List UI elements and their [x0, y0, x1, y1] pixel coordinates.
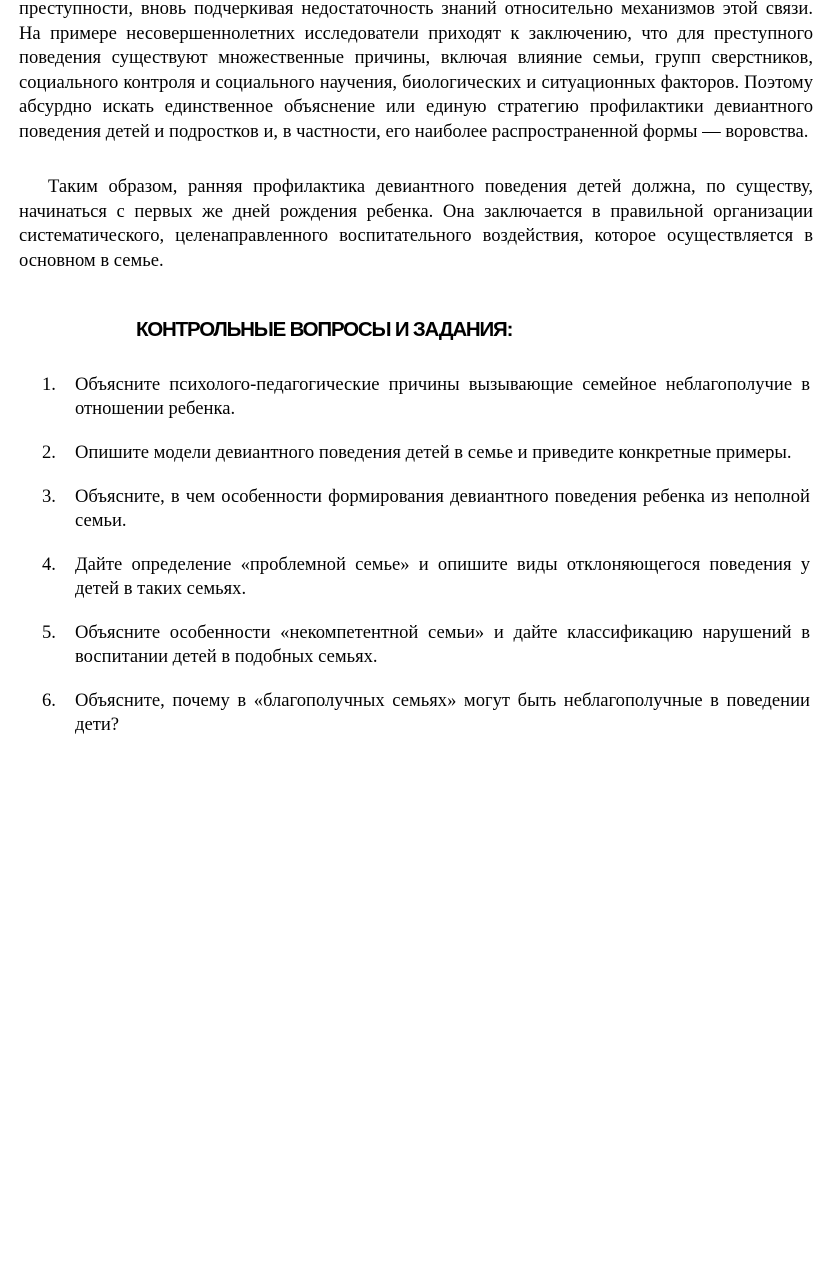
question-text: Опишите модели девиантного поведения детей в семье и приведите конкретные примеры. — [75, 442, 792, 463]
paragraph-1: преступности, вновь подчеркивая недостаточность знаний относительно механизмов этой связи. На примере несовершеннолетних исследователи приходят к заключению, что для преступного поведения существуют множественные причины, включая влияние семьи, групп сверстников, социального контроля и социального научения, биологических и ситуационных факторов. Поэтому абсурдно искать единственное объяснение или единую стратегию профилактики девиантного поведения детей и подростков и, в частности, его наиболее распространенной формы — воровства. — [19, 0, 813, 142]
question-text: Дайте определение «проблемной семье» и опишите виды отклоняющегося поведения у детей в таких семьях. — [75, 554, 810, 599]
section-heading: КОНТРОЛЬНЫЕ ВОПРОСЫ И ЗАДАНИЯ: — [136, 318, 513, 341]
question-item — [36, 553, 810, 601]
question-number: 1. — [42, 374, 56, 395]
question-number: 6. — [42, 690, 56, 711]
question-text: Объясните психолого-педагогические причины вызывающие семейное неблагополучие в отношении ребенка. — [75, 374, 810, 419]
question-text: Объясните, в чем особенности формирования девиантного поведения ребенка из неполной семьи. — [75, 486, 810, 531]
question-item — [36, 485, 810, 533]
question-text: Объясните особенности «некомпетентной семьи» и дайте классификацию нарушений в воспитании детей в подобных семьях. — [75, 622, 810, 667]
question-item — [36, 373, 810, 421]
question-item — [36, 441, 810, 465]
question-number: 4. — [42, 554, 56, 575]
paragraph-2: Таким образом, ранняя профилактика девиантного поведения детей должна, по существу, начинаться с первых же дней рождения ребенка. Она заключается в правильной организации систематического, целенаправленного воспитательного воздействия, которое осуществляется в основном в семье. — [19, 176, 813, 271]
question-item — [36, 689, 810, 737]
question-number: 5. — [42, 622, 56, 643]
question-number: 2. — [42, 442, 56, 463]
question-item — [36, 621, 810, 669]
question-text: Объясните, почему в «благополучных семьях» могут быть неблагополучные в поведении дети? — [75, 690, 810, 735]
questions-list — [36, 373, 810, 757]
question-number: 3. — [42, 486, 56, 507]
